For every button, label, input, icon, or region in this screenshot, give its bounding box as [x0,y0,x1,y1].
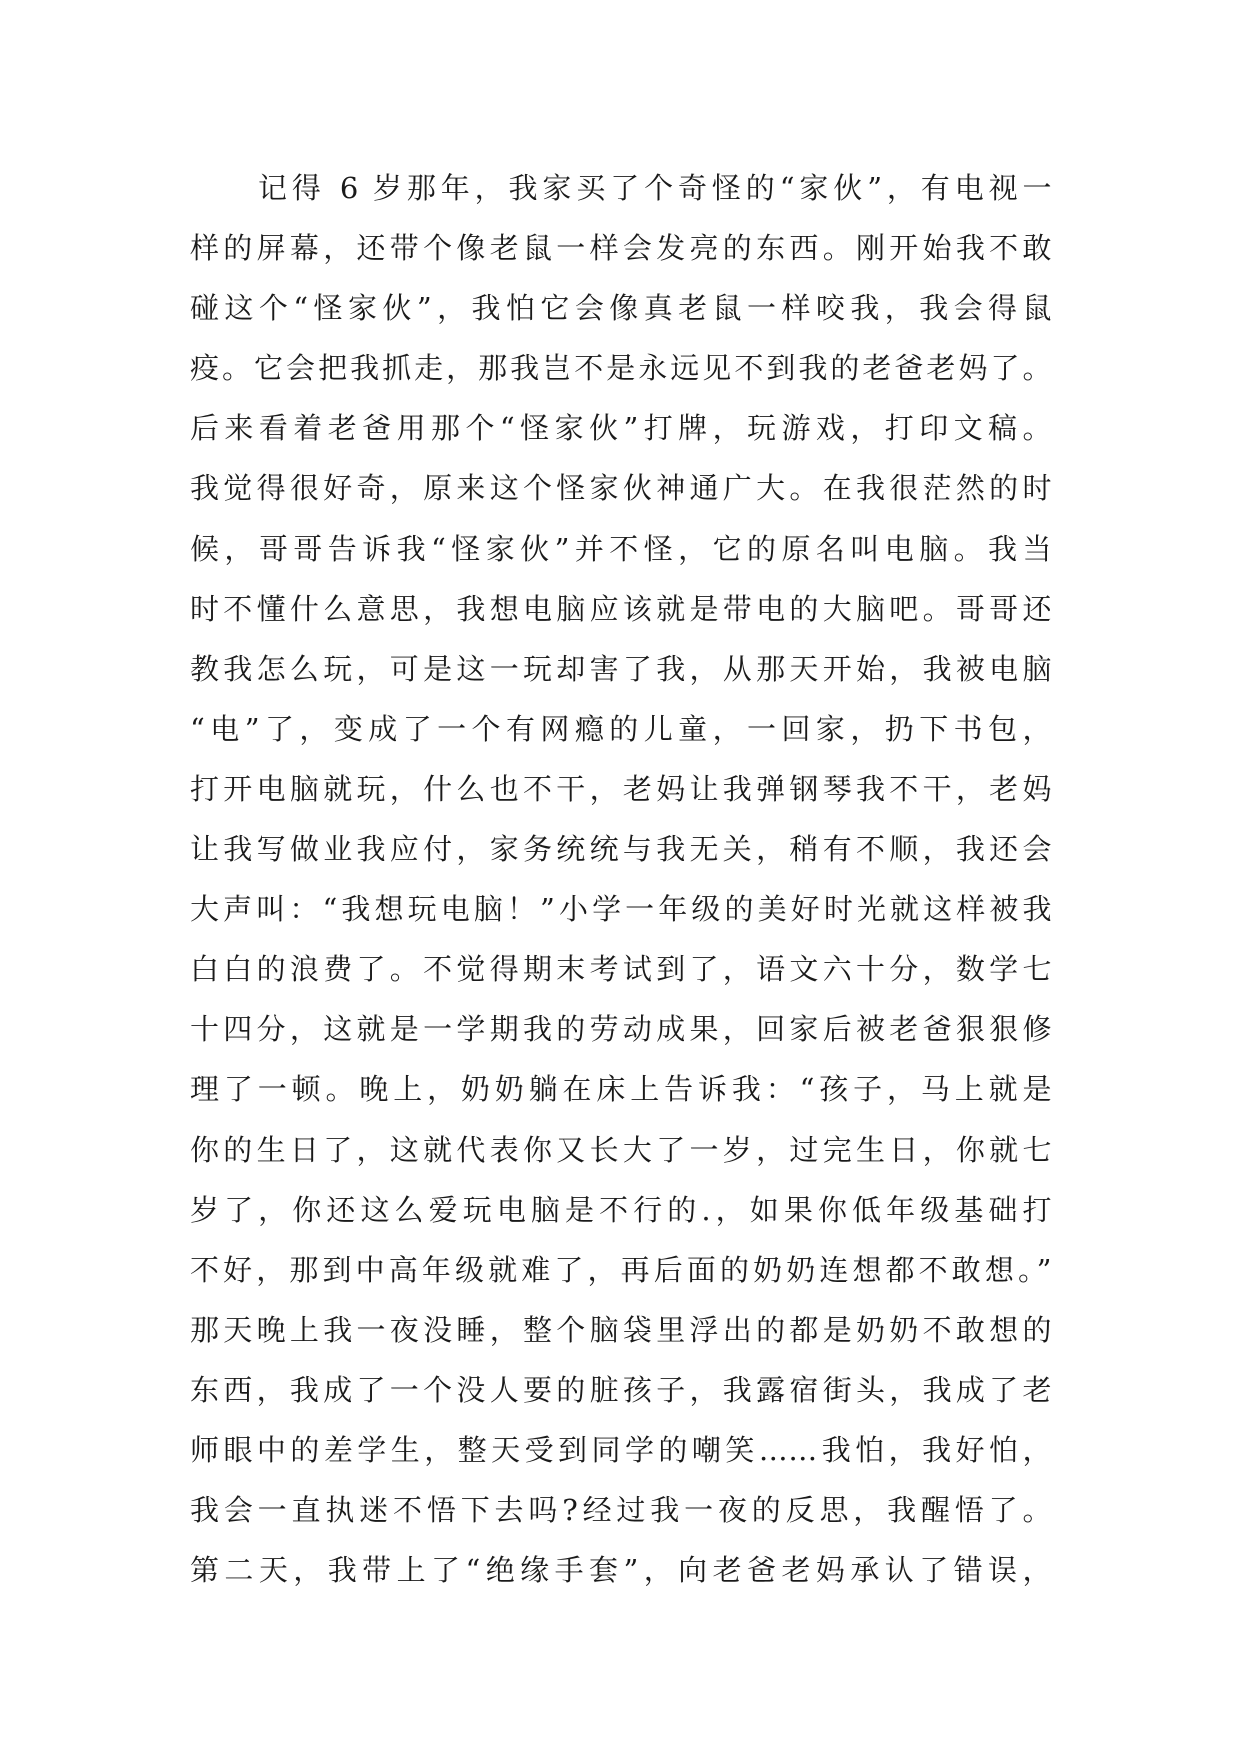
text-line: 打开电脑就玩，什么也不干，老妈让我弹钢琴我不干，老妈 [190,771,1052,806]
text-line: 第二天，我带上了“绝缘手套”，向老爸老妈承认了错误， [190,1553,1052,1588]
body-paragraph [190,158,1052,1600]
text-line: 理了一顿。晚上，奶奶躺在床上告诉我：“孩子，马上就是 [190,1072,1052,1107]
text-line: 教我怎么玩，可是这一玩却害了我，从那天开始，我被电脑 [190,651,1052,686]
text-line: 碰这个“怪家伙”，我怕它会像真老鼠一样咬我，我会得鼠 [190,291,1052,326]
text-line: “电”了，变成了一个有网瘾的儿童，一回家，扔下书包， [190,711,1052,746]
text-line: 候，哥哥告诉我“怪家伙”并不怪，它的原名叫电脑。我当 [190,531,1052,566]
text-line: 东西，我成了一个没人要的脏孩子，我露宿街头，我成了老 [190,1372,1052,1407]
text-line: 白白的浪费了。不觉得期末考试到了，语文六十分，数学七 [190,952,1052,987]
text-line: 大声叫：“我想玩电脑！”小学一年级的美好时光就这样被我 [190,892,1052,927]
text-line: 师眼中的差学生，整天受到同学的嘲笑……我怕，我好怕， [190,1432,1052,1467]
text-line: 十四分，这就是一学期我的劳动成果，回家后被老爸狠狠修 [190,1012,1052,1047]
text-line: 那天晚上我一夜没睡，整个脑袋里浮出的都是奶奶不敢想的 [190,1312,1052,1347]
text-line: 我会一直执迷不悟下去吗?经过我一夜的反思，我醒悟了。 [190,1493,1052,1528]
text-line: 我觉得很好奇，原来这个怪家伙神通广大。在我很茫然的时 [190,471,1052,506]
text-line: 岁了，你还这么爱玩电脑是不行的.，如果你低年级基础打 [190,1192,1052,1227]
text-line: 样的屏幕，还带个像老鼠一样会发亮的东西。刚开始我不敢 [190,231,1052,266]
text-line: 后来看着老爸用那个“怪家伙”打牌，玩游戏，打印文稿。 [190,411,1052,446]
text-line: 疫。它会把我抓走，那我岂不是永远见不到我的老爸老妈了。 [190,351,1052,386]
text-line: 时不懂什么意思，我想电脑应该就是带电的大脑吧。哥哥还 [190,591,1052,626]
text-line: 你的生日了，这就代表你又长大了一岁，过完生日，你就七 [190,1132,1052,1167]
text-line: 不好，那到中高年级就难了，再后面的奶奶连想都不敢想。” [190,1252,1052,1287]
text-line: 记得 6 岁那年，我家买了个奇怪的“家伙”，有电视一 [258,171,1052,205]
text-line: 让我写做业我应付，家务统统与我无关，稍有不顺，我还会 [190,832,1052,867]
